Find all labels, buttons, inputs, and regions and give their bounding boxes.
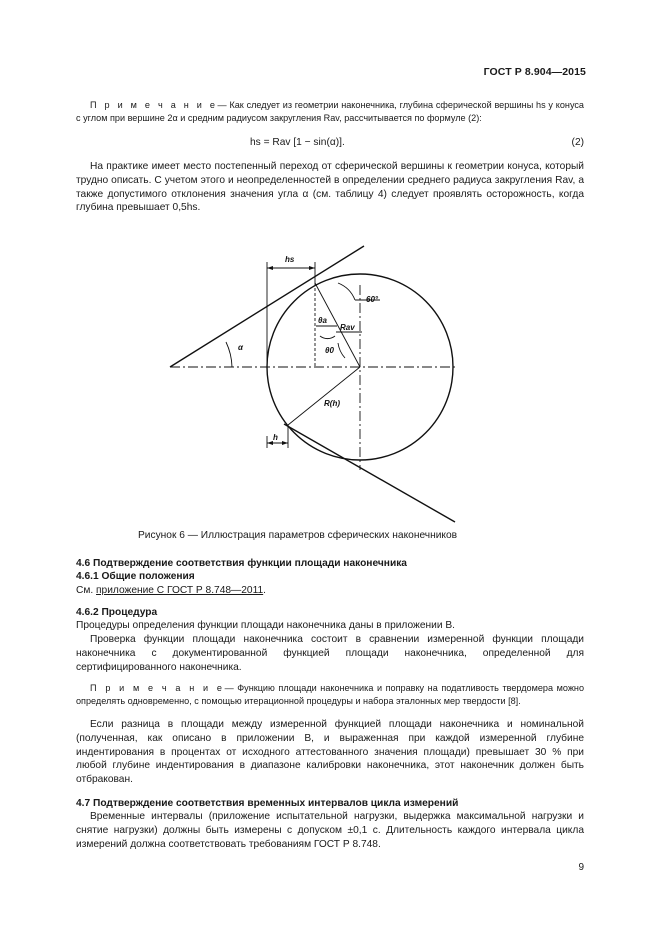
hs-arrow-left [267,266,273,270]
label-60deg: 60° [366,295,379,304]
formula-number: (2) [571,137,584,148]
cone-edge-lower [284,424,455,522]
section-4-6-title: 4.6 Подтверждение соответствия функции площади наконечника [76,558,407,569]
section-4-6-1-text [76,584,584,598]
label-theta: θa [318,316,327,325]
section-4-6-1-title: 4.6.1 Общие положения [76,571,195,582]
theta0-arc [338,343,345,358]
label-theta0: θ0 [325,346,334,355]
procedure-paragraph-2: Проверка функции площади наконечника состоит в сравнении измеренной функции площади наконечника с документированной функцией площади наконечника, определенной для сертифицированного наконечника. [76,634,584,673]
note-text: — Функцию площади наконечника и поправку на податливость твердомера можно определять одновременно, с помощью итерационной процедуры и набора эталонных мер твердости [8]. [76,683,584,706]
section-4-7-title: 4.7 Подтверждение соответствия временных интервалов цикла измерений [76,798,459,809]
ref-prefix: См. [76,585,97,596]
hs-arrow-right [309,266,315,270]
figure-caption: Рисунок 6 — Иллюстрация параметров сферических наконечников [138,530,458,541]
procedure-paragraph-1: Процедуры определения функции площади наконечника даны в приложении В. [76,620,455,631]
appendix-reference-link[interactable]: приложение С ГОСТ Р 8.748—2011 [96,585,264,596]
ref-suffix: . [263,585,266,596]
page-number: 9 [578,862,584,873]
label-rh: R(h) [324,399,340,408]
note-text: — Как следует из геометрии наконечника, глубина сферической вершины hs у конуса с углом при вершине 2α и средним радиусом закругления Rav, рассчитывается по формуле (2): [76,100,584,123]
standard-code: ГОСТ Р 8.904—2015 [483,66,586,78]
section-4-6-2-title: 4.6.2 Процедура [76,607,158,618]
note-label: П р и м е ч а н и е [90,683,225,693]
label-hs: hs [285,255,295,264]
section-4-7-text: Временные интервалы (приложение испытательной нагрузки, выдержка максимальной нагрузки и снятие нагрузки) должны быть измерены с допуском ±0,1 с. Длительность каждого интервала цикла измерений должна соответствовать требованиям ГОСТ Р 8.748. [76,811,584,850]
sixty-arc [338,283,355,300]
radius-rh [288,367,360,425]
rejection-paragraph: Если разница в площади между измеренной функцией площади наконечника и номинальной (полученная, как описано в приложении В, и выраженная при каждой измеренной глубине индентирования в процентах от исходного аттестованного значения площади) превышает 30 % при любой глубине индентирования в диапазоне калибровки наконечника, этот наконечник должен быть отбракован. [76,719,584,786]
paragraph-practice: На практике имеет место постепенный переход от сферической вершины к геометрии конуса, который трудно описать. С учетом этого и неопределенностей в определении среднего радиуса закругления Rav, а также допустимого отклонения значения угла α (см. таблицу 4) следует проявлять осторожность, когда глубина превышает 0,5hs. [76,161,584,214]
formula-expression: hs = Rav [1 − sin(α)]. [250,137,345,148]
note-geometry [76,99,584,125]
label-h: h [273,433,278,442]
h-arrow-right [282,441,288,445]
note-area-function [76,682,584,708]
label-alpha: α [238,343,243,352]
theta-arc [320,336,335,339]
note-label: П р и м е ч а н и е [90,100,218,110]
figure-spherical-tip [150,243,510,528]
alpha-arc [226,342,232,367]
label-rav: Rav [340,323,355,332]
